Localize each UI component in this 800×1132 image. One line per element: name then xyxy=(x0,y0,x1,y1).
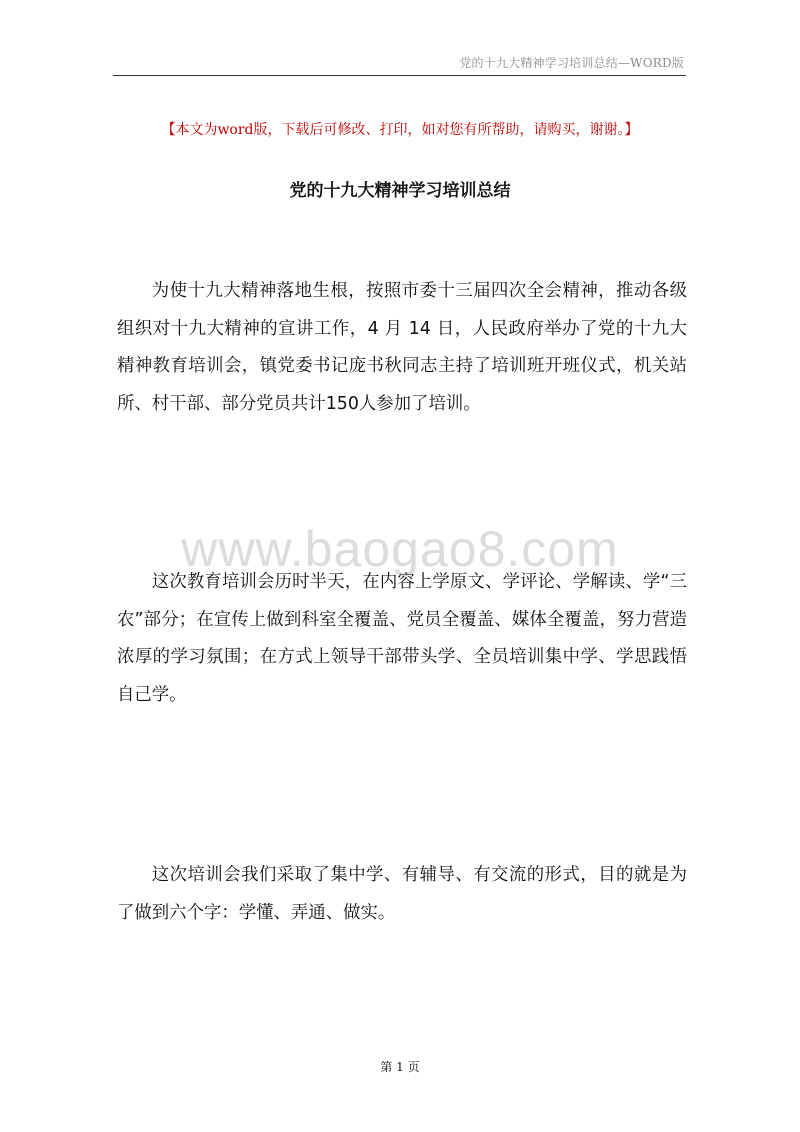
paragraph-3: 这次培训会我们采取了集中学、有辅导、有交流的形式，目的就是为了做到六个字：学懂、弄通、做实。 xyxy=(117,865,687,923)
download-notice: 【本文为word版，下载后可修改、打印，如对您有所帮助，请购买，谢谢。】 xyxy=(161,122,639,138)
paragraph-2: 这次教育培训会历时半天，在内容上学原文、学评论、学解读、学“三农”部分；在宣传上做到科室全覆盖、党员全覆盖、媒体全覆盖，努力营造浓厚的学习氛围；在方式上领导干部带头学、全员培训集中学、学思践悟自己学。 xyxy=(117,572,687,705)
header-divider xyxy=(113,75,686,76)
page-number: 第 1 页 xyxy=(380,1060,420,1074)
watermark-text: www.baogao8.com xyxy=(181,521,619,577)
running-header-title: 党的十九大精神学习培训总结—WORD版 xyxy=(459,56,684,70)
paragraph-1: 为使十九大精神落地生根，按照市委十三届四次全会精神，推动各级组织对十九大精神的宣讲工作，4 月 14 日，人民政府举办了党的十九大精神教育培训会，镇党委书记庞书秋同志主持了培训班开班仪式，机关站所、村干部、部分党员共计150人参加了培训。 xyxy=(117,281,687,414)
document-title: 党的十九大精神学习培训总结 xyxy=(289,181,511,201)
